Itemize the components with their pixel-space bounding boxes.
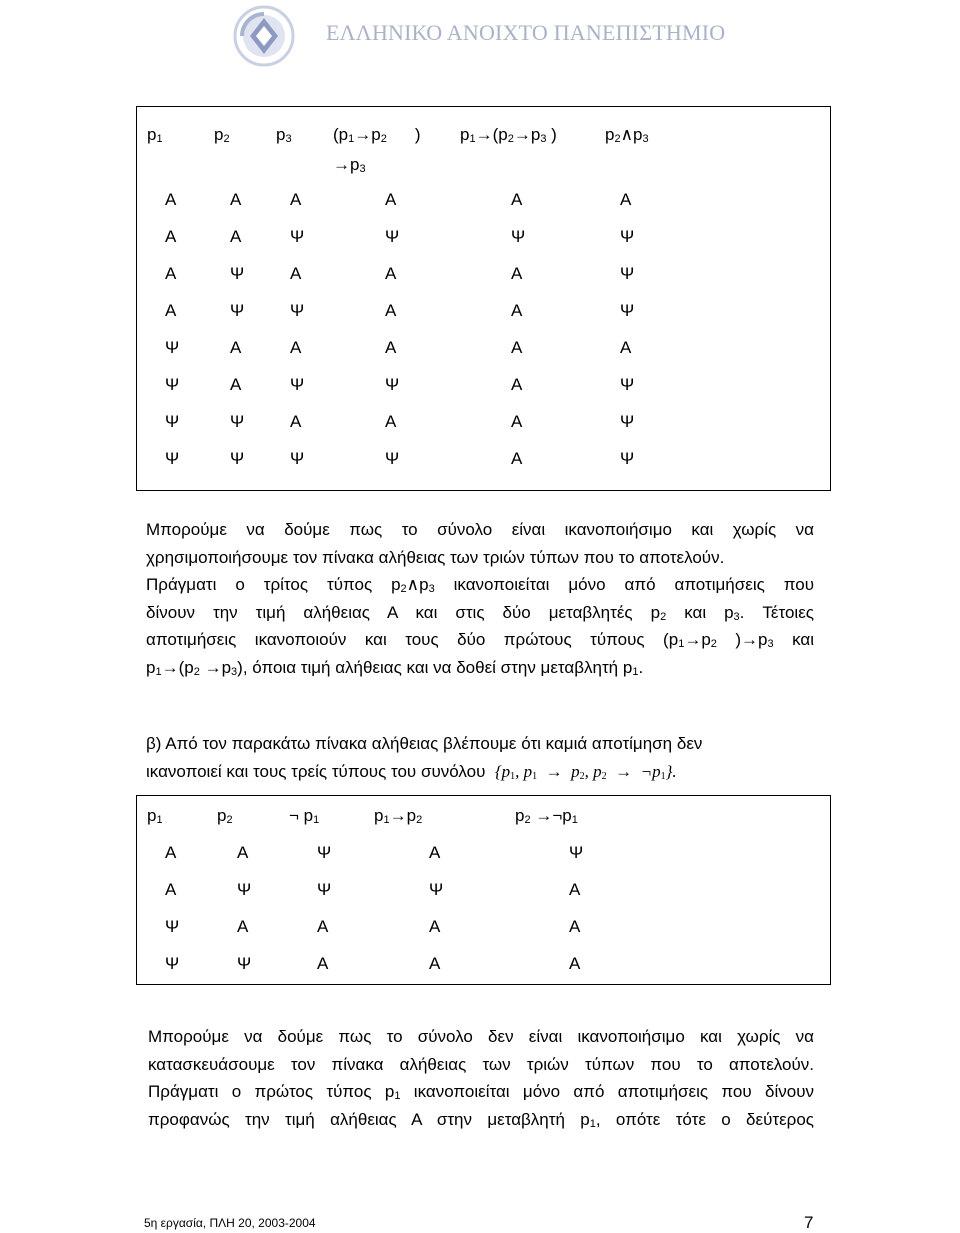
paragraph-2 — [146, 730, 814, 785]
table-cell: Α — [511, 338, 523, 357]
table-cell: Α — [230, 227, 242, 246]
table-cell: Ψ — [385, 227, 400, 246]
table-cell: Α — [620, 190, 632, 209]
table-cell: Ψ — [620, 227, 635, 246]
table-cell: Ψ — [511, 227, 526, 246]
table-cell: Ψ — [237, 880, 252, 899]
table-cell: Α — [385, 264, 397, 283]
table-cell: Α — [429, 954, 441, 973]
table-cell: Α — [511, 449, 523, 468]
table-cell: Α — [165, 301, 177, 320]
table-cell: Α — [569, 917, 581, 936]
table-cell: Ψ — [230, 264, 245, 283]
text-line: αποτιμήσεις ικανοποιούν και τους δύο πρώτους τύπους ($p_1\to p_2$ )$\to p_3$ και — [146, 630, 814, 650]
text-line: Πράγματι ο πρώτος τύπος $p_1$ ικανοποιείται μόνο από αποτιμήσεις που δίνουν — [148, 1082, 814, 1102]
table-cell: Ψ — [290, 227, 305, 246]
table-cell: Α — [290, 412, 302, 431]
table-cell: Ψ — [165, 375, 180, 394]
truth-table-1 — [136, 106, 831, 491]
paragraph-3 — [148, 1023, 814, 1133]
header-p1: $p_1$ — [147, 125, 163, 145]
text-line: β) Από τον παρακάτω πίνακα αλήθειας βλέπουμε ότι καμιά αποτίμηση δεν — [146, 734, 703, 753]
table-cell: Ψ — [165, 954, 180, 973]
header-p3: $p_3$ — [276, 125, 292, 145]
table-cell: Ψ — [290, 375, 305, 394]
table-cell: Α — [511, 375, 523, 394]
university-name: ΕΛΛΗΝΙΚΟ ΑΝΟΙΧΤΟ ΠΑΝΕΠΙΣΤΗΜΙΟ — [326, 20, 726, 45]
table-cell: Α — [569, 880, 581, 899]
text-line: κατασκευάσουμε τον πίνακα αλήθειας των τριών τύπων που το αποτελούν. — [148, 1054, 814, 1074]
table-cell: Ψ — [620, 412, 635, 431]
table-cell: Α — [165, 264, 177, 283]
table-cell: Ψ — [620, 449, 635, 468]
footer-text: 5η εργασία, ΠΛΗ 20, 2003-2004 — [144, 1216, 316, 1230]
truth-table-2 — [136, 795, 831, 985]
table-cell: Ψ — [290, 301, 305, 320]
table-cell: Ψ — [165, 338, 180, 357]
text-line: ικανοποιεί και τους τρείς τύπους του συνόλου {$p_1$, $p_1 \to p_2$, $p_2$ → $\neg p_1$}. — [146, 761, 677, 782]
t2-header-p2-not-p1: $p_2$ $\to\neg p_1$ — [515, 806, 578, 826]
table-cell: Ψ — [165, 449, 180, 468]
t2-header-p2: $p_2$ — [217, 806, 233, 826]
t2-header-p1-p2: $p_1\to p_2$ — [374, 806, 423, 826]
table-cell: Ψ — [620, 375, 635, 394]
header-p2: $p_2$ — [214, 125, 230, 145]
table-cell: Ψ — [290, 449, 305, 468]
table-cell: Α — [317, 954, 329, 973]
table-cell: Ψ — [620, 264, 635, 283]
page-number: 7 — [804, 1213, 814, 1232]
page-header — [0, 0, 960, 70]
paragraph-1 — [146, 516, 814, 681]
table-cell: Α — [230, 375, 242, 394]
text-line: Πράγματι ο τρίτος τύπος $p_2\wedge p_3$ ικανοποιείται μόνο από αποτιμήσεις που — [146, 575, 814, 595]
table-cell: Α — [165, 190, 177, 209]
table-cell: Α — [165, 227, 177, 246]
t2-header-not-p1: ¬ $p_1$ — [289, 806, 320, 826]
table-cell: Ψ — [429, 880, 444, 899]
table-cell: Α — [385, 412, 397, 431]
table-cell: Α — [569, 954, 581, 973]
table-cell: Α — [230, 190, 242, 209]
table-cell: Α — [385, 338, 397, 357]
table-cell: Ψ — [230, 449, 245, 468]
table-cell: Α — [429, 917, 441, 936]
table-cell: Α — [237, 917, 249, 936]
table-cell: Ψ — [230, 412, 245, 431]
table-cell: Ψ — [230, 301, 245, 320]
table-cell: Α — [511, 190, 523, 209]
header-formula-3: $p_2\wedge p_3$ — [605, 125, 649, 145]
text-line: δίνουν την τιμή αλήθειας Α και στις δύο μεταβλητές $p_2$ και $p_3$. Τέτοιες — [146, 602, 814, 623]
table-cell: Α — [165, 880, 177, 899]
table-cell: Ψ — [317, 880, 332, 899]
table-cell: Α — [511, 412, 523, 431]
text-line: Μπορούμε να δούμε πως το σύνολο δεν είναι ικανοποιήσιμο και χωρίς να — [148, 1027, 814, 1046]
table-cell: Α — [429, 843, 441, 862]
header-formula-1: ($p_1\to p_2$ ) — [333, 125, 421, 145]
table-cell: Ψ — [237, 954, 252, 973]
table-cell: Α — [317, 917, 329, 936]
header-formula-2-full: $p_1\to(p_2\to p_3$ ) — [460, 125, 557, 145]
header-formula-1-cont: $\to p_3$ — [333, 155, 366, 175]
table-cell: Α — [385, 190, 397, 209]
table-cell: Ψ — [165, 917, 180, 936]
table-cell: Α — [511, 264, 523, 283]
table-cell: Α — [385, 301, 397, 320]
text-line: Μπορούμε να δούμε πως το σύνολο είναι ικανοποιήσιμο και χωρίς να — [146, 520, 814, 539]
table-cell: Α — [165, 843, 177, 862]
table-cell: Ψ — [569, 843, 584, 862]
text-line: προφανώς την τιμή αλήθειας Α στην μεταβλητή $p_1$, οπότε τότε ο δεύτερος — [148, 1109, 814, 1130]
formula-set: {$p_1$, $p_1 \to p_2$, $p_2$ → $\neg p_1$}. — [494, 761, 677, 782]
table-cell: Α — [237, 843, 249, 862]
text-line: $p_1\to(p_2 \to p_3)$, όποια τιμή αλήθειας και να δοθεί στην μεταβλητή $p_1$. — [146, 657, 644, 678]
table-cell: Ψ — [165, 412, 180, 431]
university-logo-icon — [232, 4, 296, 68]
table-cell: Α — [230, 338, 242, 357]
table-cell: Α — [290, 338, 302, 357]
table-cell: Ψ — [385, 449, 400, 468]
table-cell: Α — [290, 190, 302, 209]
table-cell: Ψ — [317, 843, 332, 862]
table-cell: Α — [620, 338, 632, 357]
t2-header-p1: $p_1$ — [147, 806, 163, 826]
text-line: χρησιμοποιήσουμε τον πίνακα αλήθειας των τριών τύπων που το αποτελούν. — [146, 547, 725, 567]
table-cell: Ψ — [385, 375, 400, 394]
table-cell: Α — [511, 301, 523, 320]
table-cell: Ψ — [620, 301, 635, 320]
table-cell: Α — [290, 264, 302, 283]
